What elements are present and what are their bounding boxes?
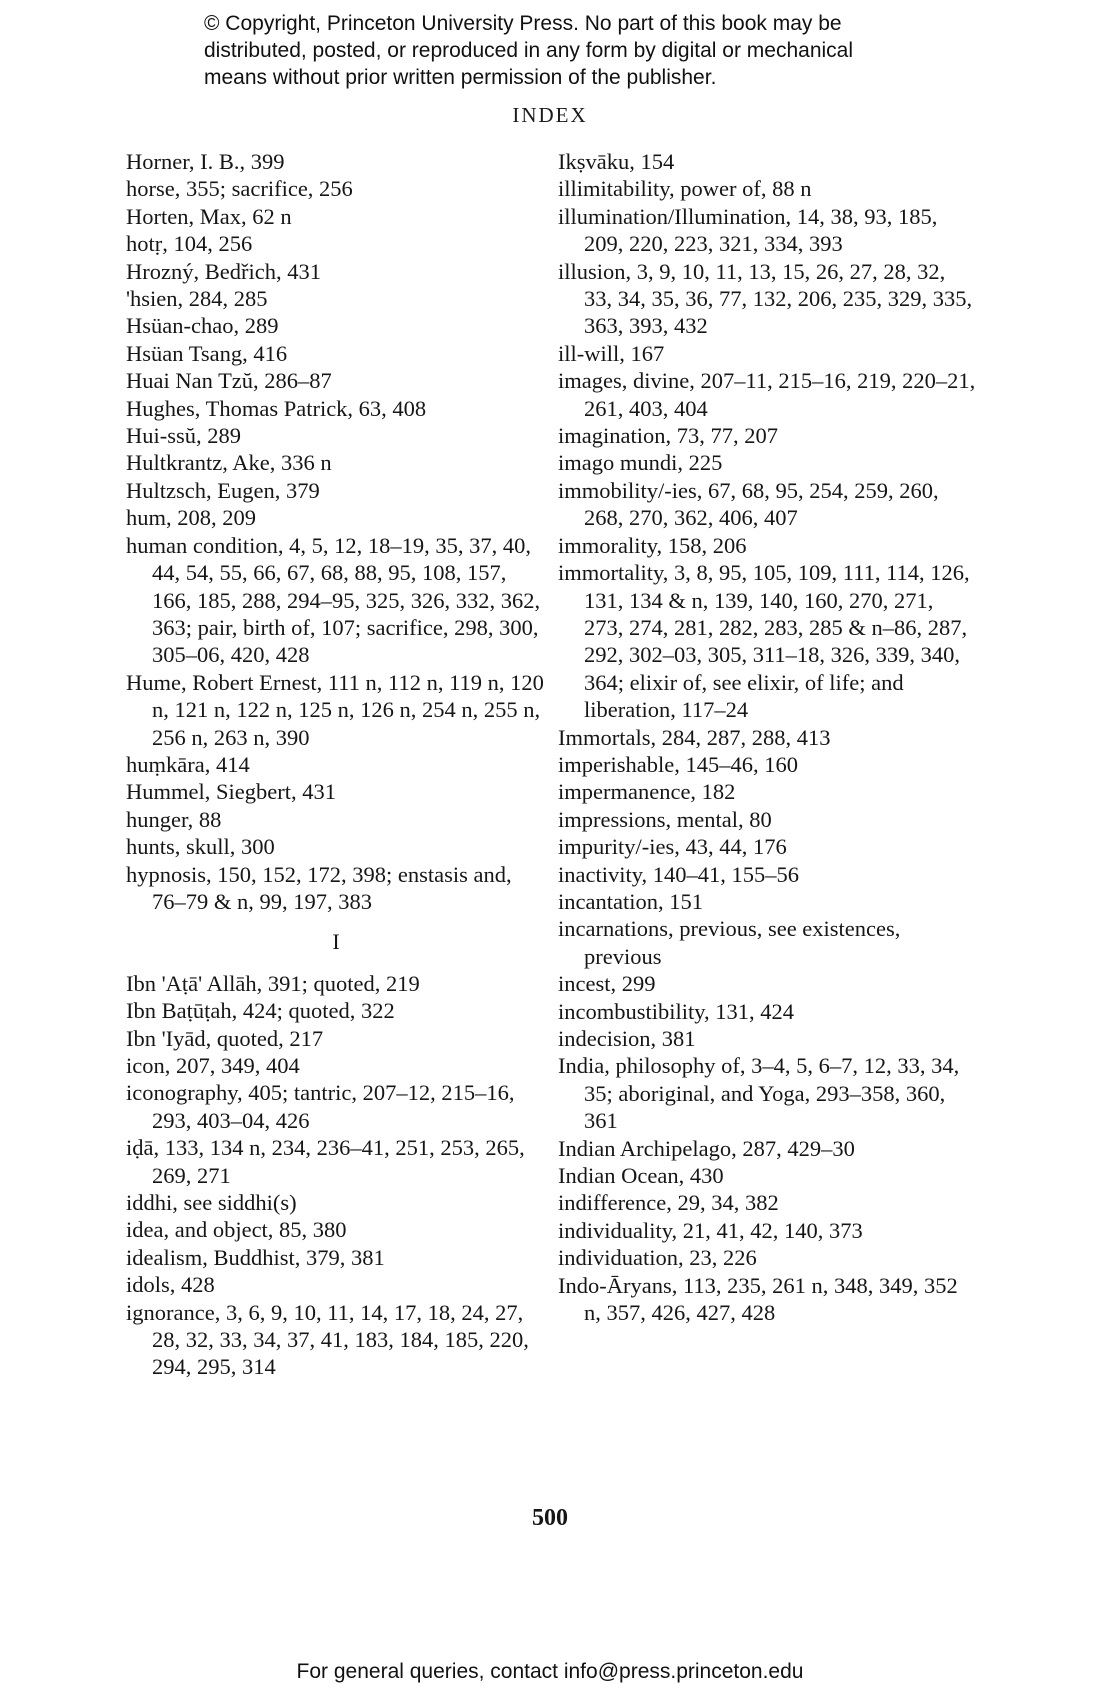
index-entry: Hultzsch, Eugen, 379 — [126, 477, 320, 503]
index-entry: huṃkāra, 414 — [126, 751, 250, 777]
index-entry: illimitability, power of, 88 n — [558, 176, 812, 202]
section-letter-heading: I — [332, 929, 340, 955]
index-entry: India, philosophy of, 3–4, 5, 6–7, 12, 33, 34, 35; aboriginal, and Yoga, 293–358, 360, 361 — [558, 1053, 960, 1134]
index-entry: hotṛ, 104, 256 — [126, 231, 253, 257]
index-entry: illumination/Illumination, 14, 38, 93, 185, 209, 220, 223, 321, 334, 393 — [558, 203, 938, 257]
copyright-line: distributed, posted, or reproduced in any form by digital or mechanical — [204, 39, 854, 62]
index-entry: Horten, Max, 62 n — [126, 203, 292, 229]
index-entry: inactivity, 140–41, 155–56 — [558, 861, 800, 887]
index-entry: Hughes, Thomas Patrick, 63, 408 — [126, 395, 427, 421]
index-entry: Indian Archipelago, 287, 429–30 — [558, 1135, 855, 1161]
index-column-right — [558, 148, 978, 1326]
index-entry: Hsüan Tsang, 416 — [126, 340, 288, 366]
index-entry: hypnosis, 150, 152, 172, 398; enstasis and, 76–79 & n, 99, 197, 383 — [126, 861, 512, 914]
index-entry: ignorance, 3, 6, 9, 10, 11, 14, 17, 18, 24, 27, 28, 32, 33, 34, 37, 41, 183, 184, 185, 220, 294, 295, 314 — [126, 1299, 529, 1380]
index-entry: immobility/-ies, 67, 68, 95, 254, 259, 260, 268, 270, 362, 406, 407 — [558, 477, 939, 531]
index-entry: Horner, I. B., 399 — [126, 149, 285, 174]
index-entry: incest, 299 — [558, 971, 656, 997]
index-entry: Ikṣvāku, 154 — [558, 149, 675, 174]
copyright-line: means without prior written permission of the publisher. — [204, 66, 717, 89]
index-entry: impermanence, 182 — [558, 779, 736, 805]
index-entry: horse, 355; sacrifice, 256 — [126, 176, 353, 202]
copyright-line: © Copyright, Princeton University Press. No part of this book may be — [204, 12, 842, 35]
index-entry: Hui-ssŭ, 289 — [126, 423, 242, 449]
index-entry: human condition, 4, 5, 12, 18–19, 35, 37, 40, 44, 54, 55, 66, 67, 68, 88, 95, 108, 157, 166, 185, 288, 294–95, 325, 326, 332, 362, 363; pair, birth of, 107; sacrifice, 298, 300, 305–06, 420, 428 — [126, 532, 541, 668]
index-entry: Hummel, Siegbert, 431 — [126, 779, 336, 805]
index-entry: Huai Nan Tzŭ, 286–87 — [126, 368, 332, 394]
index-entry: images, divine, 207–11, 215–16, 219, 220–21, 261, 403, 404 — [558, 368, 976, 421]
index-entry: incantation, 151 — [558, 888, 703, 914]
index-entry: Hsüan-chao, 289 — [126, 313, 279, 339]
index-entry: immorality, 158, 206 — [558, 532, 747, 558]
index-entry: incarnations, previous, see existences, previous — [558, 916, 901, 969]
index-entry: Immortals, 284, 287, 288, 413 — [558, 724, 831, 750]
page-heading: INDEX — [512, 103, 588, 127]
index-entry: immortality, 3, 8, 95, 105, 109, 111, 114, 126, 131, 134 & n, 139, 140, 160, 270, 271, 273, 274, 281, 282, 283, 285 & n–86, 287, 292, 302–03, 305, 311–18, 326, 339, 340, 364; elixir of, see elixir, of life; and liberation, 117–24 — [558, 560, 970, 723]
index-entry: Ibn Baṭūṭah, 424; quoted, 322 — [126, 998, 395, 1024]
index-entry: imperishable, 145–46, 160 — [558, 751, 798, 777]
index-entry: incombustibility, 131, 424 — [558, 998, 795, 1024]
index-entry: Ibn 'Iyād, quoted, 217 — [126, 1025, 324, 1051]
index-entry: Hultkrantz, Ake, 336 n — [126, 450, 332, 476]
index-entry: hunger, 88 — [126, 806, 222, 832]
index-entry: impurity/-ies, 43, 44, 176 — [558, 834, 787, 860]
index-entry: icon, 207, 349, 404 — [126, 1053, 300, 1078]
page-number: 500 — [532, 1505, 568, 1531]
footer-contact: For general queries, contact info@press.princeton.edu — [296, 1660, 804, 1683]
index-entry: idealism, Buddhist, 379, 381 — [126, 1244, 385, 1270]
index-entry: 'hsien, 284, 285 — [126, 286, 268, 312]
index-entry: indifference, 29, 34, 382 — [558, 1190, 779, 1216]
index-entry: hum, 208, 209 — [126, 505, 257, 531]
index-entry: iḍā, 133, 134 n, 234, 236–41, 251, 253, 265, 269, 271 — [126, 1135, 525, 1188]
index-entry: Indo-Āryans, 113, 235, 261 n, 348, 349, 352 n, 357, 426, 427, 428 — [558, 1272, 958, 1326]
index-entry: hunts, skull, 300 — [126, 834, 275, 860]
index-entry: idea, and object, 85, 380 — [126, 1217, 347, 1243]
index-column-left — [126, 148, 546, 1381]
index-entry: imago mundi, 225 — [558, 450, 723, 476]
index-entry: Ibn 'Aṭā' Allāh, 391; quoted, 219 — [126, 970, 420, 996]
index-entry: iconography, 405; tantric, 207–12, 215–16, 293, 403–04, 426 — [126, 1080, 515, 1133]
index-entry: impressions, mental, 80 — [558, 806, 772, 832]
copyright-notice — [204, 10, 924, 91]
index-entry: idols, 428 — [126, 1272, 215, 1298]
index-entry: ill-will, 167 — [558, 340, 665, 366]
index-entry: individuation, 23, 226 — [558, 1245, 757, 1271]
index-entry: iddhi, see siddhi(s) — [126, 1190, 297, 1216]
index-entry: Hume, Robert Ernest, 111 n, 112 n, 119 n, 120 n, 121 n, 122 n, 125 n, 126 n, 254 n, 255 n, 256 n, 263 n, 390 — [126, 669, 544, 750]
index-entry: Indian Ocean, 430 — [558, 1163, 724, 1189]
index-entry: imagination, 73, 77, 207 — [558, 423, 778, 449]
index-entry: indecision, 381 — [558, 1026, 696, 1051]
index-entry: Hrozný, Bedřich, 431 — [126, 258, 321, 284]
index-entry: illusion, 3, 9, 10, 11, 13, 15, 26, 27, 28, 32, 33, 34, 35, 36, 77, 132, 206, 235, 329, 335, 363, 393, 432 — [558, 258, 973, 339]
index-entry: individuality, 21, 41, 42, 140, 373 — [558, 1217, 863, 1243]
